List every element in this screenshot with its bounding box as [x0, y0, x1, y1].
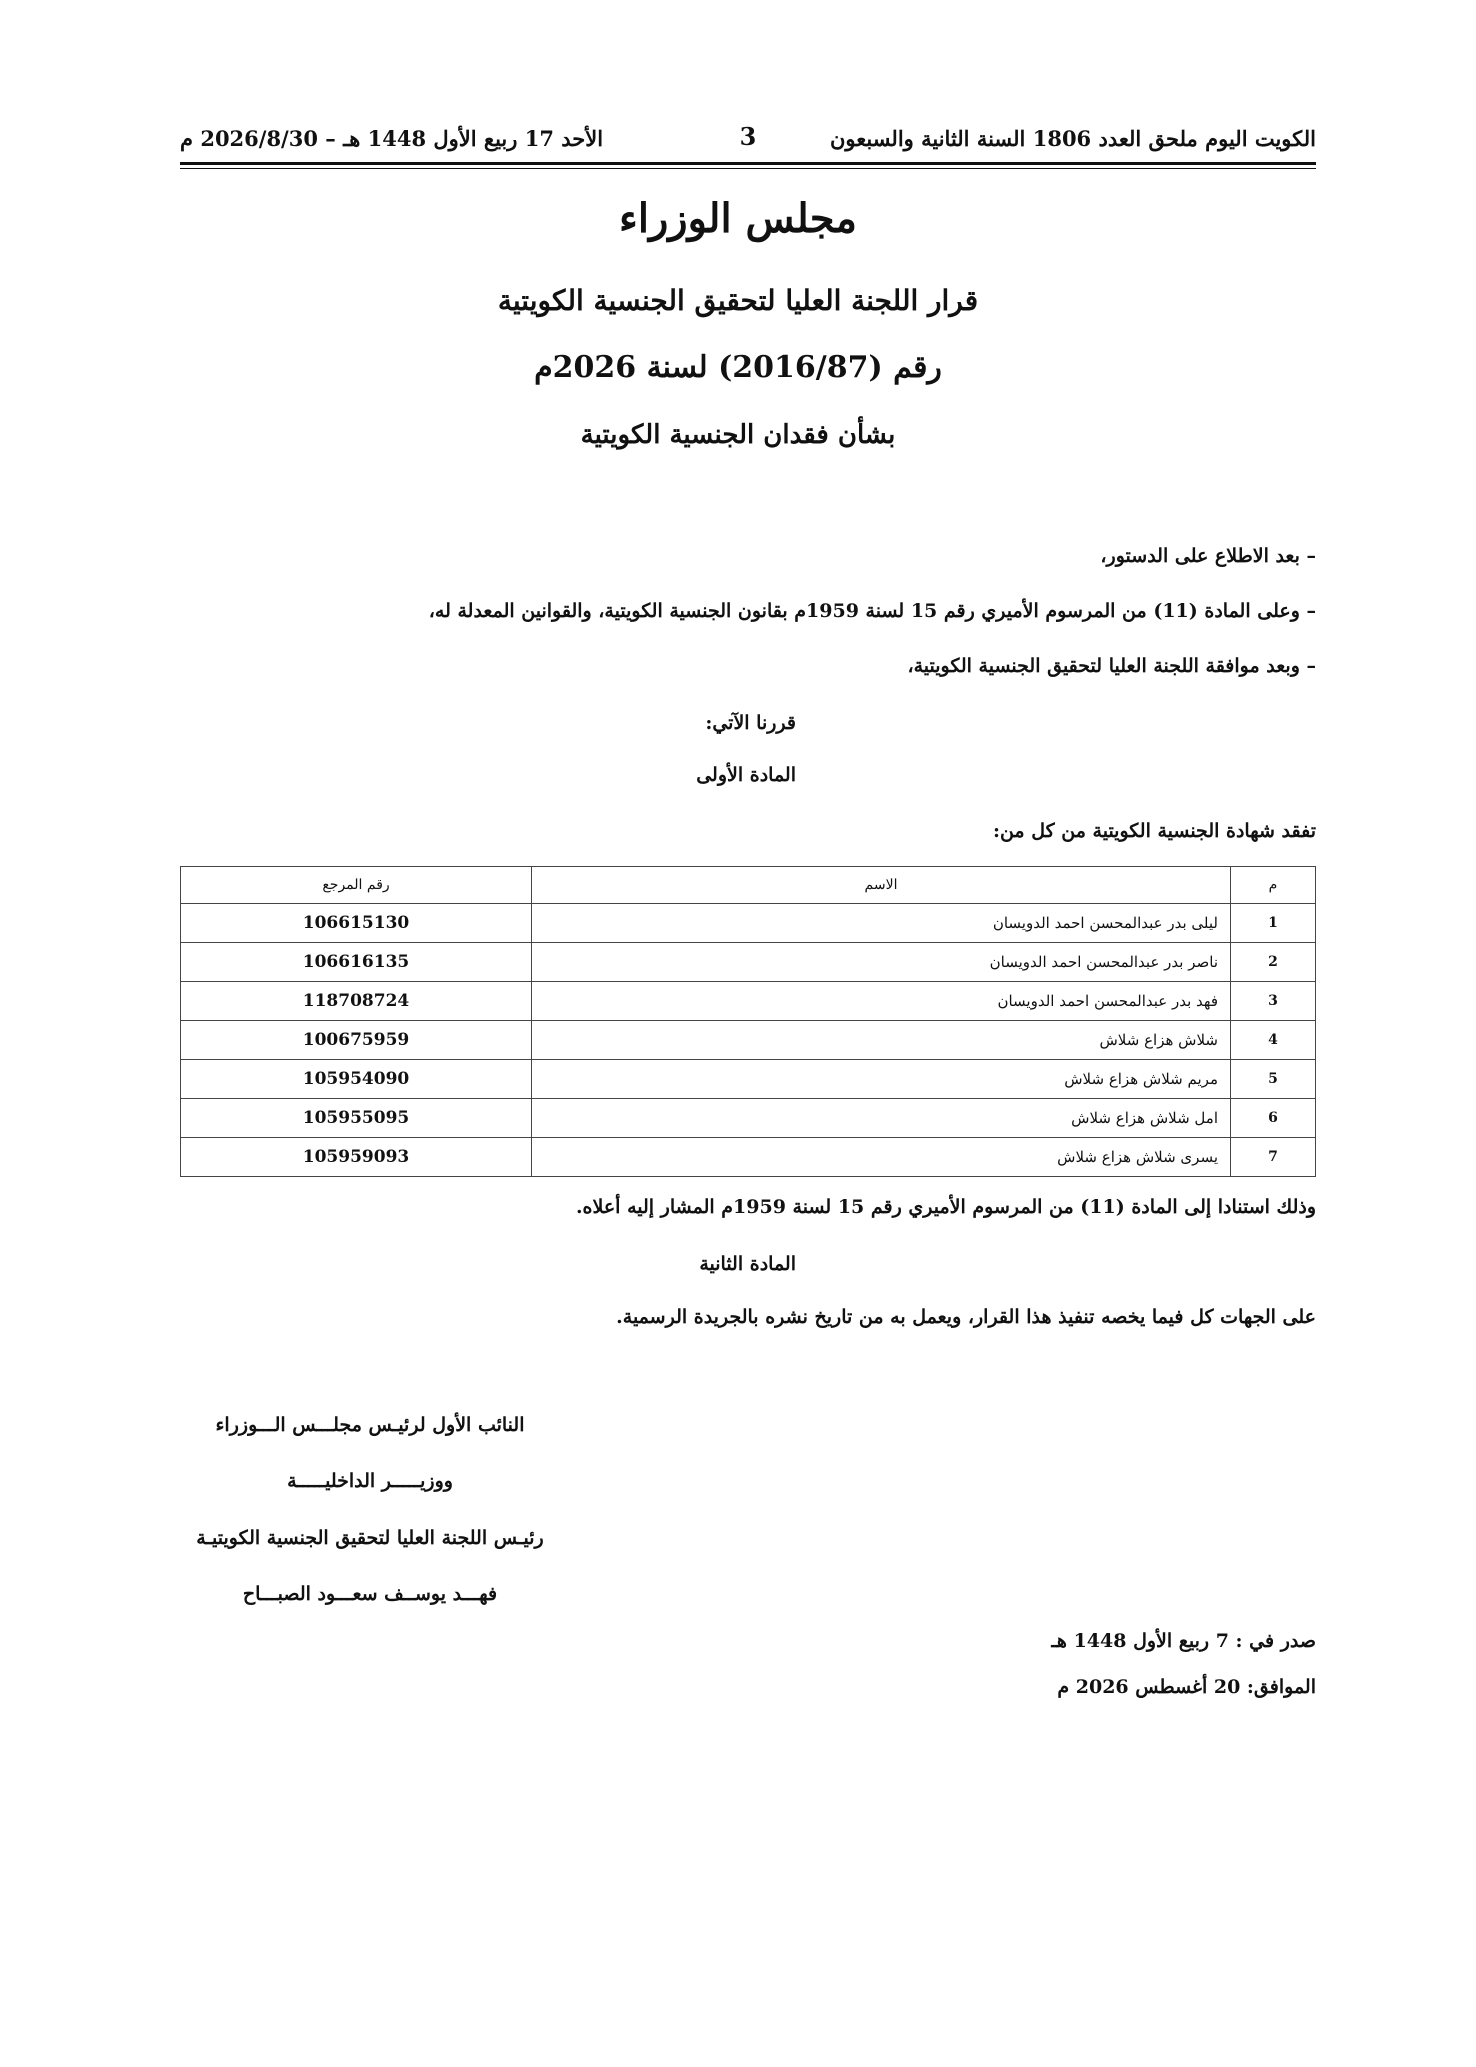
table-row [181, 982, 1316, 1021]
decision-title: قرار اللجنة العليا لتحقيق الجنسية الكويتية [497, 284, 979, 317]
row-name: ناصر بدر عبدالمحسن احمد الدويسان [532, 943, 1231, 982]
row-num: 3 [1231, 982, 1316, 1021]
row-num: 4 [1231, 1021, 1316, 1060]
header-issue-info: الكويت اليوم ملحق العدد 1806 السنة الثانية والسبعون [829, 126, 1316, 151]
row-num: 1 [1231, 904, 1316, 943]
page-header [180, 118, 1316, 160]
header-num: م [1231, 867, 1316, 904]
row-ref: 105959093 [181, 1138, 532, 1177]
row-ref: 105954090 [181, 1060, 532, 1099]
row-ref: 106615130 [181, 904, 532, 943]
article-1-intro: تفقد شهادة الجنسية الكويتية من كل من: [992, 820, 1316, 842]
header-page-number: 3 [739, 122, 757, 151]
signatory-title-1: النائب الأول لرئيـس مجلـــس الـــوزراء [215, 1414, 525, 1436]
row-name: شلاش هزاع شلاش [532, 1021, 1231, 1060]
table-row [181, 1099, 1316, 1138]
header-date: الأحد 17 ربيع الأول 1448 هـ – 2026/8/30 م [180, 126, 604, 151]
table-row [181, 1138, 1316, 1177]
row-name: امل شلاش هزاع شلاش [532, 1099, 1231, 1138]
row-num: 2 [1231, 943, 1316, 982]
article-1-closing: وذلك استنادا إلى المادة (11) من المرسوم الأميري رقم 15 لسنة 1959م المشار إليه أعلاه. [575, 1196, 1316, 1218]
table-row [181, 1021, 1316, 1060]
decision-subject: بشأن فقدان الجنسية الكويتية [580, 420, 896, 450]
article-2-text: على الجهات كل فيما يخصه تنفيذ هذا القرار، ويعمل به من تاريخ نشره بالجريدة الرسمية. [616, 1306, 1316, 1328]
preamble-line-2: – وعلى المادة (11) من المرسوم الأميري رقم 15 لسنة 1959م بقانون الجنسية الكويتية، والقوانين المعدلة له، [428, 600, 1316, 622]
row-name: ليلى بدر عبدالمحسن احمد الدويسان [532, 904, 1231, 943]
header-name: الاسم [532, 867, 1231, 904]
row-ref: 100675959 [181, 1021, 532, 1060]
article-2-heading: المادة الثانية [699, 1253, 796, 1275]
signatory-title-2: ووزيـــــر الداخليـــــة [287, 1470, 453, 1492]
table-row [181, 943, 1316, 982]
persons-table [180, 866, 1316, 1177]
header-rule-thick [180, 162, 1316, 165]
issued-gregorian-date: الموافق: 20 أغسطس 2026 م [1057, 1676, 1316, 1698]
row-ref: 118708724 [181, 982, 532, 1021]
preamble-line-3: – وبعد موافقة اللجنة العليا لتحقيق الجنسية الكويتية، [907, 655, 1316, 677]
row-num: 5 [1231, 1060, 1316, 1099]
council-title: مجلس الوزراء [619, 195, 857, 242]
row-name: مريم شلاش هزاع شلاش [532, 1060, 1231, 1099]
row-num: 7 [1231, 1138, 1316, 1177]
row-name: يسرى شلاش هزاع شلاش [532, 1138, 1231, 1177]
decided-heading: قررنا الآتي: [705, 712, 796, 734]
signatory-name: فهـــد يوســف سعـــود الصبـــاح [242, 1583, 498, 1605]
signatory-title-3: رئيـس اللجنة العليا لتحقيق الجنسية الكويتيـة [196, 1527, 544, 1549]
row-ref: 106616135 [181, 943, 532, 982]
issued-hijri-date: صدر في : 7 ربيع الأول 1448 هـ [1051, 1630, 1316, 1652]
header-rule-thin [180, 168, 1316, 169]
table-header-row [181, 867, 1316, 904]
table-row [181, 1060, 1316, 1099]
decision-number: رقم (2016/87) لسنة 2026م [534, 350, 942, 385]
row-num: 6 [1231, 1099, 1316, 1138]
row-ref: 105955095 [181, 1099, 532, 1138]
header-ref: رقم المرجع [181, 867, 532, 904]
table-row [181, 904, 1316, 943]
preamble-line-1: – بعد الاطلاع على الدستور، [1100, 545, 1316, 567]
row-name: فهد بدر عبدالمحسن احمد الدويسان [532, 982, 1231, 1021]
article-1-heading: المادة الأولى [696, 764, 796, 786]
